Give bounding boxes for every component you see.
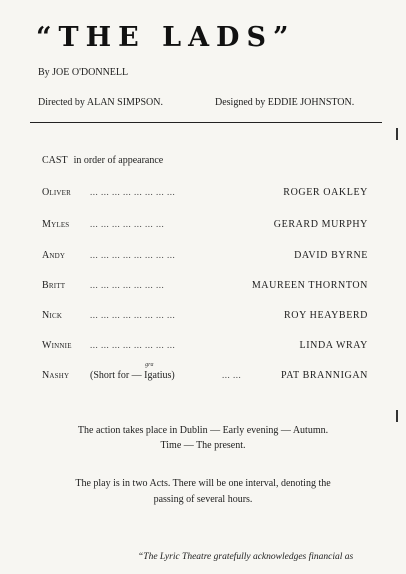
- nickname-word: Igatius): [144, 370, 175, 381]
- cast-row: [42, 187, 368, 201]
- cast-actor: PAT BRANNIGAN: [281, 370, 368, 381]
- cast-role: Britt: [42, 280, 66, 291]
- edge-mark: [396, 128, 398, 140]
- director-credit: Directed by ALAN SIMPSON.: [38, 97, 163, 108]
- cast-role: Oliver: [42, 187, 72, 198]
- divider-rule: [30, 122, 382, 123]
- footer-acknowledgement: “The Lyric Theatre gratefully acknowledges financial as: [138, 552, 354, 562]
- cast-actor: MAUREEN THORNTON: [251, 280, 368, 291]
- cast-row: [42, 340, 368, 354]
- leader-dots: ... ...: [222, 370, 242, 380]
- corrected-word: [144, 362, 175, 381]
- cast-row-nashy: [42, 362, 368, 384]
- cast-heading: [42, 155, 163, 166]
- edge-mark: [396, 410, 398, 422]
- nickname-note: [90, 362, 175, 381]
- cast-role: Andy: [42, 250, 66, 261]
- cast-actor: GERARD MURPHY: [273, 219, 368, 230]
- setting-line-1: The action takes place in Dublin — Early evening — Autumn.: [77, 425, 329, 436]
- cast-actor: LINDA WRAY: [299, 340, 368, 351]
- cast-actor: ROGER OAKLEY: [283, 187, 368, 198]
- author-credit: By JOE O'DONNELL: [38, 67, 129, 78]
- leader-dots: ... ... ... ... ... ... ...: [90, 219, 165, 229]
- acts-line-1: The play is in two Acts. There will be one interval, denoting the: [75, 478, 331, 489]
- cast-row: [42, 219, 368, 233]
- cast-label: CAST: [42, 155, 68, 166]
- handwritten-insert: gra: [145, 362, 154, 368]
- cast-row: [42, 280, 368, 294]
- cast-actor: DAVID BYRNE: [294, 250, 368, 261]
- nickname-prefix: (Short for —: [90, 370, 142, 381]
- cast-row: [42, 310, 368, 324]
- cast-role: Nick: [42, 310, 63, 321]
- acts-line-2: passing of several hours.: [153, 494, 253, 505]
- leader-dots: ... ... ... ... ... ... ... ...: [90, 310, 176, 320]
- leader-dots: ... ... ... ... ... ... ... ...: [90, 187, 176, 197]
- cast-role: Nashy: [42, 370, 70, 381]
- cast-row: [42, 250, 368, 264]
- leader-dots: ... ... ... ... ... ... ...: [90, 280, 165, 290]
- cast-actor: ROY HEAYBERD: [284, 310, 368, 321]
- setting-line-2: Time — The present.: [160, 440, 246, 451]
- cast-order-note: in order of appearance: [73, 155, 164, 166]
- designer-credit: Designed by EDDIE JOHNSTON.: [215, 97, 355, 108]
- cast-role: Myles: [42, 219, 70, 230]
- leader-dots: ... ... ... ... ... ... ... ...: [90, 340, 176, 350]
- cast-role: Winnie: [42, 340, 72, 351]
- leader-dots: ... ... ... ... ... ... ... ...: [90, 250, 176, 260]
- play-title: “THE LADS”: [36, 22, 296, 53]
